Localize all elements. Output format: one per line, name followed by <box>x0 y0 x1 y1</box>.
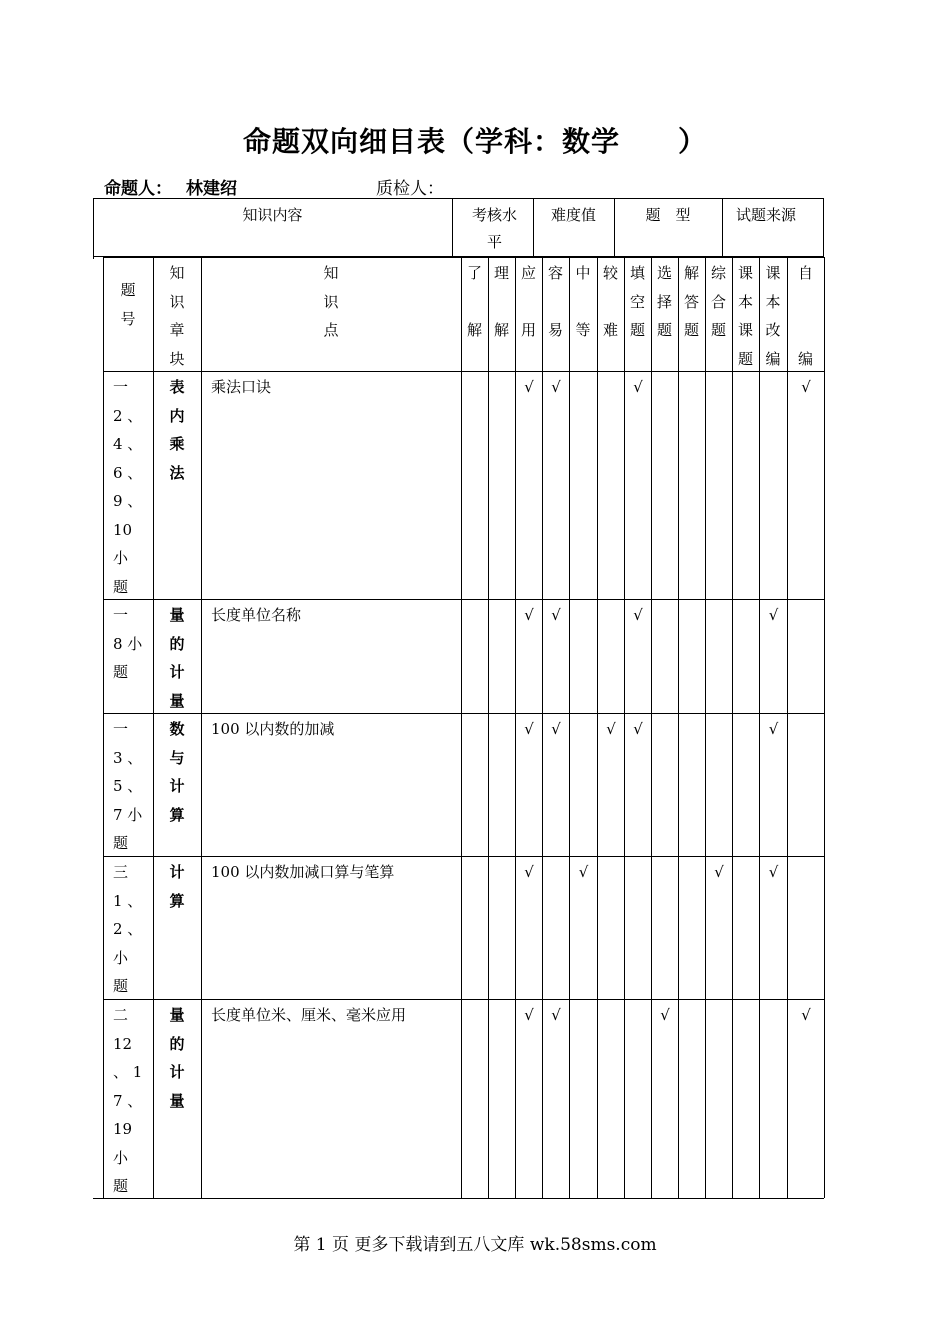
column-header-char: 容 <box>547 264 563 282</box>
knowledge-chapter <box>153 856 201 999</box>
column-header-l3 <box>515 257 542 371</box>
column-header-text-t3 <box>678 259 705 345</box>
knowledge-chapter-char: 数 <box>169 720 185 738</box>
check-mark-d3: √ <box>606 720 616 738</box>
author-name: 林建绍 <box>186 179 237 199</box>
column-header-text-l1 <box>461 259 488 345</box>
question-number-line: 小 <box>113 948 129 967</box>
column-header-char: 章 <box>169 321 185 339</box>
column-header-char: 块 <box>169 349 185 368</box>
check-mark-l3: √ <box>524 720 534 738</box>
edge-mark <box>93 1198 103 1199</box>
column-header-chapter <box>153 257 201 371</box>
column-header-no <box>103 257 153 371</box>
question-number <box>103 856 153 999</box>
knowledge-chapter <box>153 713 201 856</box>
knowledge-chapter-char: 表 <box>169 378 185 396</box>
check-mark-d1: √ <box>551 378 561 396</box>
question-number-line: 题 <box>113 577 129 596</box>
question-number-line: 小 <box>113 549 129 567</box>
column-header-char: 识 <box>169 292 185 311</box>
check-mark-t4: √ <box>714 863 724 881</box>
knowledge-chapter-char: 内 <box>169 406 185 425</box>
question-number-line: 10 <box>113 520 133 539</box>
check-mark-t1: √ <box>633 720 643 738</box>
column-header-text-l2 <box>488 259 515 345</box>
column-header-char: 选 <box>656 264 672 282</box>
column-header-text-d2 <box>569 259 597 345</box>
column-header-text-t2 <box>651 259 678 345</box>
question-number-line: 2 、 <box>113 406 143 425</box>
question-number-line: 小 <box>113 1148 129 1167</box>
check-mark-l3: √ <box>524 606 534 624</box>
question-number-line: 题 <box>113 1177 129 1195</box>
group-header-level <box>452 198 533 256</box>
author-label: 命题人： <box>104 179 172 199</box>
check-mark-l3: √ <box>524 1006 534 1024</box>
column-header-char <box>461 288 488 317</box>
knowledge-chapter-char: 与 <box>169 748 185 767</box>
column-header-text-t1 <box>624 259 651 345</box>
knowledge-chapter-char: 法 <box>169 463 185 482</box>
column-header-char: 解 <box>466 321 482 339</box>
knowledge-point: 长度单位米、厘米、毫米应用 <box>211 1006 407 1024</box>
knowledge-chapter-char: 乘 <box>169 435 185 453</box>
column-header-char: 了 <box>466 264 482 282</box>
column-header-char <box>488 288 515 317</box>
column-header-char: 难 <box>602 321 618 339</box>
column-header-char <box>787 316 824 345</box>
column-header-char: 题 <box>120 281 136 299</box>
checker-label: 质检人： <box>376 179 444 199</box>
column-header-char <box>542 288 569 317</box>
column-header-char: 合 <box>710 292 726 311</box>
check-mark-d2: √ <box>578 863 589 881</box>
question-number-line: 一 <box>113 378 129 396</box>
knowledge-chapter-char: 的 <box>169 1034 185 1053</box>
column-divider <box>732 257 733 1198</box>
question-number-line: 8 小 <box>113 634 143 653</box>
column-header-d2 <box>569 257 597 371</box>
column-header-s1 <box>732 257 759 371</box>
question-number-line: 2 、 <box>113 920 143 938</box>
column-header-char: 空 <box>629 292 645 311</box>
question-number-line: 5 、 <box>113 777 143 795</box>
column-header-char: 号 <box>120 309 136 328</box>
knowledge-point: 乘法口诀 <box>211 378 272 396</box>
column-header-point <box>201 257 461 371</box>
question-number-line: 一 <box>113 606 129 624</box>
question-number-line: 12 <box>113 1034 133 1053</box>
question-number-line: 题 <box>113 977 129 995</box>
knowledge-chapter-char: 计 <box>169 663 185 681</box>
question-number-line: 、 1 <box>113 1063 143 1081</box>
column-header-char: 理 <box>493 264 509 282</box>
question-number-line: 一 <box>113 720 129 738</box>
column-header-s2 <box>759 257 787 371</box>
column-header-char: 课 <box>737 321 753 339</box>
column-header-text-chapter <box>153 259 201 373</box>
group-header-difficulty: 难度值 <box>550 206 596 224</box>
check-mark-l3: √ <box>524 863 534 881</box>
check-mark-l3: √ <box>524 378 534 396</box>
check-mark-s2: √ <box>768 606 779 624</box>
column-header-char: 改 <box>765 321 781 339</box>
column-header-char <box>597 288 624 317</box>
question-number-line: 1 、 <box>113 891 143 910</box>
column-header-char <box>787 288 824 317</box>
column-header-char: 应 <box>520 264 536 282</box>
question-number-line: 二 <box>113 1006 129 1024</box>
column-header-text-d3 <box>597 259 624 345</box>
column-header-char: 等 <box>575 321 591 339</box>
knowledge-point: 100 以内数加减口算与笔算 <box>211 863 395 881</box>
question-number <box>103 371 153 599</box>
edge-mark <box>93 257 94 259</box>
question-number <box>103 999 153 1198</box>
column-header-text-l3 <box>515 259 542 345</box>
check-mark-d1: √ <box>551 1006 561 1024</box>
question-number-line: 3 、 <box>113 748 143 767</box>
column-header-char: 编 <box>797 349 813 368</box>
column-header-char: 知 <box>169 264 185 282</box>
check-mark-s2: √ <box>768 863 779 881</box>
column-header-char: 编 <box>765 349 781 368</box>
column-header-char: 题 <box>656 321 672 339</box>
column-header-char: 解 <box>683 264 699 282</box>
column-divider <box>705 257 706 1198</box>
column-header-char: 自 <box>797 264 813 282</box>
knowledge-chapter-char: 算 <box>169 891 185 910</box>
column-divider <box>678 257 679 1198</box>
author-line <box>104 174 237 199</box>
column-header-char: 易 <box>547 321 563 339</box>
column-divider <box>461 257 462 1198</box>
column-header-char: 本 <box>765 292 781 311</box>
column-header-l1 <box>461 257 488 371</box>
column-header-char: 题 <box>737 349 753 368</box>
column-header-text-s2 <box>759 259 787 373</box>
check-mark-d1: √ <box>551 720 561 738</box>
column-header-char: 题 <box>683 321 699 339</box>
column-divider <box>824 257 825 1198</box>
check-mark-s3: √ <box>801 1006 811 1024</box>
check-mark-t1: √ <box>633 606 643 624</box>
column-header-t2 <box>651 257 678 371</box>
column-header-t1 <box>624 257 651 371</box>
check-mark-s3: √ <box>801 378 811 396</box>
group-header-knowledge: 知识内容 <box>242 206 303 224</box>
column-header-char <box>515 288 542 317</box>
knowledge-chapter-char: 计 <box>169 863 185 881</box>
question-number-line: 9 、 <box>113 492 143 510</box>
column-divider <box>569 257 570 1198</box>
column-header-d3 <box>597 257 624 371</box>
column-header-char: 课 <box>765 264 781 282</box>
column-header-d1 <box>542 257 569 371</box>
check-mark-t2: √ <box>660 1006 670 1024</box>
check-mark-s2: √ <box>768 720 779 738</box>
group-header-type: 题 型 <box>645 206 691 224</box>
column-header-char <box>569 288 597 317</box>
question-number-line: 19 <box>113 1120 133 1138</box>
column-divider <box>651 257 652 1198</box>
column-header-char: 课 <box>737 264 753 282</box>
check-mark-t1: √ <box>633 378 643 396</box>
knowledge-chapter <box>153 999 201 1198</box>
column-header-l2 <box>488 257 515 371</box>
column-header-text-s3 <box>787 259 824 373</box>
column-header-t4 <box>705 257 732 371</box>
check-mark-d1: √ <box>551 606 561 624</box>
column-header-char: 较 <box>602 264 618 282</box>
column-header-char: 本 <box>737 292 753 311</box>
knowledge-point: 100 以内数的加减 <box>211 720 335 738</box>
column-header-char: 题 <box>710 321 726 339</box>
column-header-char: 答 <box>683 292 699 311</box>
knowledge-chapter-char: 计 <box>169 777 185 795</box>
question-number-line: 题 <box>113 834 129 852</box>
column-header-text-s1 <box>732 259 759 373</box>
knowledge-point: 长度单位名称 <box>211 606 302 624</box>
question-number-line: 7 小 <box>113 805 143 824</box>
group-header-level-text: 考核水平 <box>471 206 517 251</box>
column-header-char: 填 <box>629 264 645 282</box>
knowledge-chapter-char: 算 <box>169 805 185 824</box>
column-header-char: 识 <box>323 292 339 311</box>
row-divider <box>103 1198 824 1199</box>
column-header-t3 <box>678 257 705 371</box>
question-number-line: 题 <box>113 663 129 681</box>
column-header-char: 择 <box>656 292 672 311</box>
column-header-char: 题 <box>629 321 645 339</box>
column-header-char: 解 <box>493 321 509 339</box>
group-header-source: 试题来源 <box>735 206 796 224</box>
column-header-text-d1 <box>542 259 569 345</box>
column-header-s3 <box>787 257 824 371</box>
question-number-line: 4 、 <box>113 435 143 453</box>
question-number <box>103 599 153 713</box>
column-divider <box>488 257 489 1198</box>
page-footer: 第 1 页 更多下载请到五八文库 wk.58sms.com <box>293 1235 657 1255</box>
question-number-line: 三 <box>113 863 129 881</box>
knowledge-chapter-char: 量 <box>169 606 185 624</box>
question-number-line: 6 、 <box>113 463 143 482</box>
column-header-char: 用 <box>520 321 536 339</box>
column-header-char: 点 <box>323 321 339 339</box>
column-header-text-no <box>103 276 153 333</box>
question-number <box>103 713 153 856</box>
knowledge-chapter <box>153 599 201 713</box>
column-header-text-t4 <box>705 259 732 345</box>
knowledge-chapter-char: 的 <box>169 634 185 653</box>
column-header-char: 知 <box>323 264 339 282</box>
knowledge-chapter-char: 量 <box>169 691 185 710</box>
column-header-char: 综 <box>710 264 726 282</box>
column-header-char: 中 <box>575 264 591 282</box>
knowledge-chapter-char: 量 <box>169 1091 185 1110</box>
column-header-text-point <box>201 259 461 345</box>
knowledge-chapter <box>153 371 201 599</box>
knowledge-chapter-char: 量 <box>169 1006 185 1024</box>
knowledge-chapter-char: 计 <box>169 1063 185 1081</box>
question-number-line: 7 、 <box>113 1091 143 1110</box>
page-title: 命题双向细目表（学科：数学 ） <box>242 125 707 158</box>
